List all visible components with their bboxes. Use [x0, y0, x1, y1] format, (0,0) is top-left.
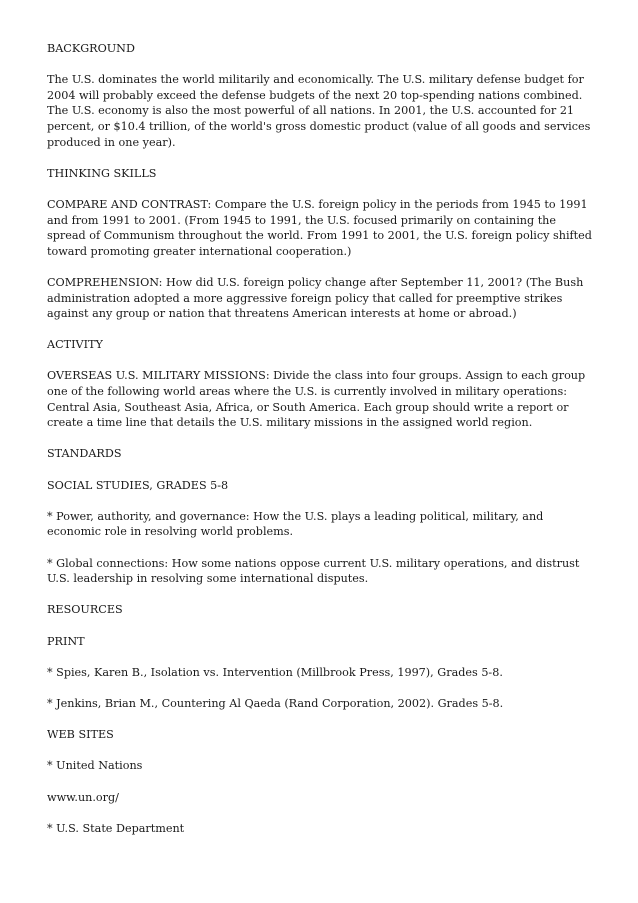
web-link-un: www.un.org/ [47, 790, 119, 804]
subheading-social-studies: SOCIAL STUDIES, GRADES 5-8 [47, 478, 229, 492]
heading-resources: RESOURCES [47, 603, 123, 617]
heading-background: BACKGROUND [47, 42, 135, 55]
comprehension-paragraph: COMPREHENSION: How did U.S. foreign policy change after September 11, 2001? (The Bush administration adopted a more aggressive foreign policy that called for preemptive strikes against any group or nation that threatens American interests at home or abroad.) [47, 275, 584, 321]
resource-item-jenkins: * Jenkins, Brian M., Countering Al Qaeda (Rand Corporation, 2002). Grades 5-8. [47, 696, 504, 710]
standard-item-power: * Power, authority, and governance: How the U.S. plays a leading political, military, and economic role in resolving world problems. [47, 509, 544, 539]
heading-activity: ACTIVITY [47, 338, 103, 352]
resource-item-spies: * Spies, Karen B., Isolation vs. Intervention (Millbrook Press, 1997), Grades 5-8. [47, 665, 503, 679]
web-item-united-nations: * United Nations [47, 759, 143, 773]
compare-contrast-paragraph: COMPARE AND CONTRAST: Compare the U.S. foreign policy in the periods from 1945 to 1991 and from 1991 to 2001. (From 1945 to 1991, the U.S. focused primarily on containing the spread of Communism throughout the world. From 1991 to 2001, the U.S. foreign policy shifted toward promoting greater international cooperation.) [47, 197, 592, 258]
subheading-print: PRINT [47, 634, 85, 648]
background-paragraph: The U.S. dominates the world militarily and economically. The U.S. military defense budget for 2004 will probably exceed the defense budgets of the next 20 top-spending nations combined. The U.S. economy is also the most powerful of all nations. In 2001, the U.S. accounted for 21 percent, or $10.4 trillion, of the world's gross domestic product (value of all goods and services produced in one year). [47, 73, 591, 149]
heading-thinking-skills: THINKING SKILLS [47, 166, 157, 180]
web-item-state-department: * U.S. State Department [47, 821, 185, 835]
standard-item-global: * Global connections: How some nations oppose current U.S. military operations, and distrust U.S. leadership in resolving some international disputes. [47, 556, 580, 586]
heading-standards: STANDARDS [47, 447, 122, 461]
activity-paragraph: OVERSEAS U.S. MILITARY MISSIONS: Divide the class into four groups. Assign to each group one of the following world areas where the U.S. is currently involved in military operations: Central Asia, Southeast Asia, Africa, or South America. Each group should write a report or create a time line that details the U.S. military missions in the assigned world region. [47, 369, 586, 430]
subheading-web-sites: WEB SITES [47, 728, 114, 742]
document-body [47, 41, 595, 852]
